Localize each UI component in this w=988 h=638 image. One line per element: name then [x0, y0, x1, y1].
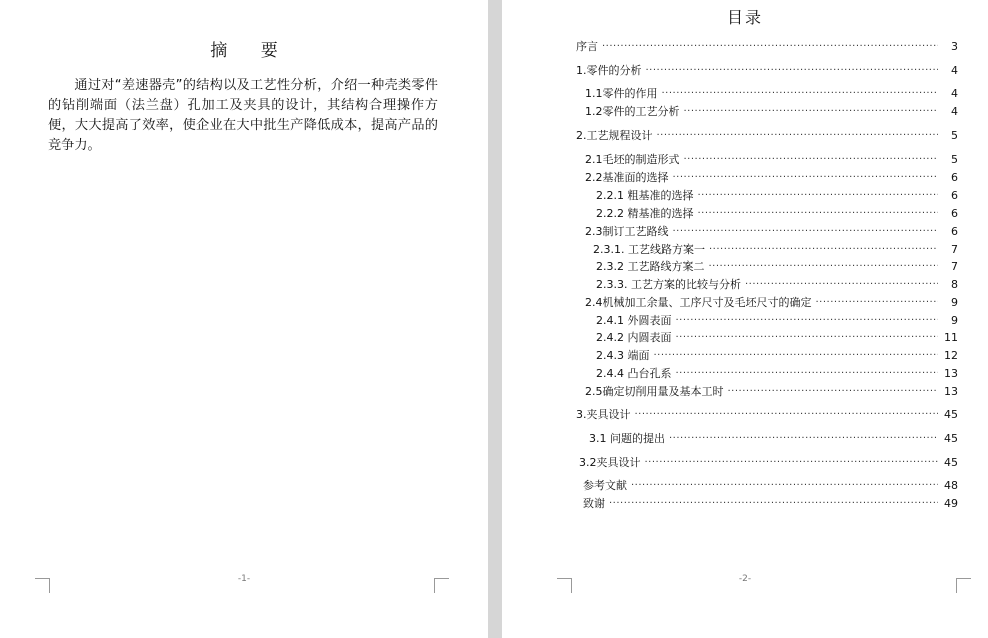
toc-entry: [596, 278, 958, 292]
toc-leader-dots: [646, 64, 939, 78]
toc-entry: [596, 367, 958, 381]
toc-entry-page: 5: [951, 129, 958, 142]
toc-leader-dots: [698, 189, 939, 203]
toc-leader-dots: [728, 385, 939, 399]
toc-entry-page: 7: [951, 260, 958, 273]
toc-entry-page: 6: [951, 171, 958, 184]
toc-entry-page: 3: [951, 40, 958, 53]
toc-entry-label: 3.1 问题的提出: [589, 432, 665, 445]
toc-entry-page: 6: [951, 207, 958, 220]
toc-entry: [589, 432, 958, 446]
toc-entry-label: 3.夹具设计: [576, 408, 631, 421]
toc-entry-label: 2.4.4 凸台孔系: [596, 367, 672, 380]
toc-entry: [585, 385, 958, 399]
toc-entry-page: 6: [951, 189, 958, 202]
toc-entry-page: 45: [944, 456, 958, 469]
toc-entry-label: 2.4机械加工余量、工序尺寸及毛坯尺寸的确定: [585, 296, 812, 309]
page-number: -1-: [237, 574, 251, 584]
page-gap: [488, 0, 502, 638]
toc-leader-dots: [635, 408, 939, 422]
toc-leader-dots: [698, 207, 939, 221]
toc-entry-page: 45: [944, 408, 958, 421]
toc-entry: [585, 105, 958, 119]
toc-leader-dots: [631, 479, 938, 493]
toc-leader-dots: [676, 367, 939, 381]
toc-leader-dots: [684, 105, 939, 119]
toc-leader-dots: [673, 171, 939, 185]
toc-page: [502, 0, 988, 638]
toc-entry-label: 2.3.1. 工艺线路方案一: [593, 243, 705, 256]
toc-leader-dots: [662, 87, 939, 101]
toc-entry-page: 6: [951, 225, 958, 238]
toc-entry-page: 11: [944, 331, 958, 344]
toc-leader-dots: [602, 40, 938, 54]
toc-entry-label: 参考文献: [583, 479, 627, 492]
toc-entry-label: 2.4.1 外圆表面: [596, 314, 672, 327]
toc-entry-label: 2.3.3. 工艺方案的比较与分析: [596, 278, 741, 291]
abstract-title: 摘 要: [210, 41, 292, 61]
toc-entry-label: 2.2基准面的选择: [585, 171, 669, 184]
toc-entry: [579, 456, 958, 470]
toc-entry-page: 48: [944, 479, 958, 492]
toc-entry: [576, 408, 958, 422]
crop-mark: [35, 578, 50, 593]
toc-entry-label: 2.2.2 精基准的选择: [596, 207, 694, 220]
toc-entry-label: 2.3制订工艺路线: [585, 225, 669, 238]
toc-leader-dots: [657, 129, 939, 143]
toc-entry-label: 1.零件的分析: [576, 64, 642, 77]
toc-entry: [585, 153, 958, 167]
toc-leader-dots: [654, 349, 939, 363]
toc-entry: [583, 479, 958, 493]
toc-entry-label: 2.工艺规程设计: [576, 129, 653, 142]
toc-entry-page: 9: [951, 296, 958, 309]
toc-entry: [585, 87, 958, 101]
toc-leader-dots: [676, 331, 939, 345]
toc-leader-dots: [609, 497, 938, 511]
toc-entry-label: 1.1零件的作用: [585, 87, 658, 100]
toc-entry-page: 4: [951, 105, 958, 118]
toc-entry-label: 2.4.2 内圆表面: [596, 331, 672, 344]
toc-entry-label: 3.2夹具设计: [579, 456, 641, 469]
toc-entry-label: 2.3.2 工艺路线方案二: [596, 260, 705, 273]
toc-entry-label: 2.5确定切削用量及基本工时: [585, 385, 724, 398]
toc-entry: [596, 349, 958, 363]
page-number: -2-: [738, 574, 752, 584]
toc-entry-page: 7: [951, 243, 958, 256]
toc-title: 目录: [726, 8, 763, 27]
toc-entry: [576, 64, 958, 78]
toc-entry: [583, 497, 958, 511]
toc-leader-dots: [684, 153, 939, 167]
toc-leader-dots: [816, 296, 939, 310]
toc-entry-page: 9: [951, 314, 958, 327]
toc-entry-page: 8: [951, 278, 958, 291]
crop-mark: [557, 578, 572, 593]
toc-entry: [596, 260, 958, 274]
toc-leader-dots: [709, 243, 938, 257]
toc-entry-page: 5: [951, 153, 958, 166]
crop-mark: [434, 578, 449, 593]
toc-entry: [593, 243, 958, 257]
toc-leader-dots: [676, 314, 939, 328]
toc-entry-label: 2.4.3 端面: [596, 349, 650, 362]
toc-entry-label: 2.2.1 粗基准的选择: [596, 189, 694, 202]
toc-entry: [576, 40, 958, 54]
toc-entry: [596, 207, 958, 221]
toc-leader-dots: [645, 456, 939, 470]
toc-leader-dots: [669, 432, 938, 446]
toc-entry-label: 1.2零件的工艺分析: [585, 105, 680, 118]
toc-entry-label: 致谢: [583, 497, 605, 510]
toc-leader-dots: [709, 260, 939, 274]
toc-entry: [596, 331, 958, 345]
toc-entry: [576, 129, 958, 143]
abstract-body: 通过对“差速器壳”的结构以及工艺性分析，介绍一种壳类零件的钻削端面（法兰盘）孔加工及夹具的设计，其结构合理操作方便，大大提高了效率，使企业在大中批生产降低成本，提高产品的竞争力。: [48, 78, 438, 153]
toc-list: [502, 0, 988, 638]
toc-entry: [585, 225, 958, 239]
toc-leader-dots: [745, 278, 938, 292]
toc-entry-page: 4: [951, 64, 958, 77]
toc-leader-dots: [673, 225, 939, 239]
toc-entry-page: 49: [944, 497, 958, 510]
toc-entry-page: 13: [944, 367, 958, 380]
toc-entry-label: 序言: [576, 40, 598, 53]
toc-entry: [585, 171, 958, 185]
toc-entry: [596, 189, 958, 203]
toc-entry-page: 45: [944, 432, 958, 445]
toc-entry: [585, 296, 958, 310]
abstract-page: [0, 0, 488, 638]
toc-entry: [596, 314, 958, 328]
toc-entry-page: 13: [944, 385, 958, 398]
toc-entry-page: 12: [944, 349, 958, 362]
crop-mark: [956, 578, 971, 593]
toc-entry-page: 4: [951, 87, 958, 100]
toc-entry-label: 2.1毛坯的制造形式: [585, 153, 680, 166]
